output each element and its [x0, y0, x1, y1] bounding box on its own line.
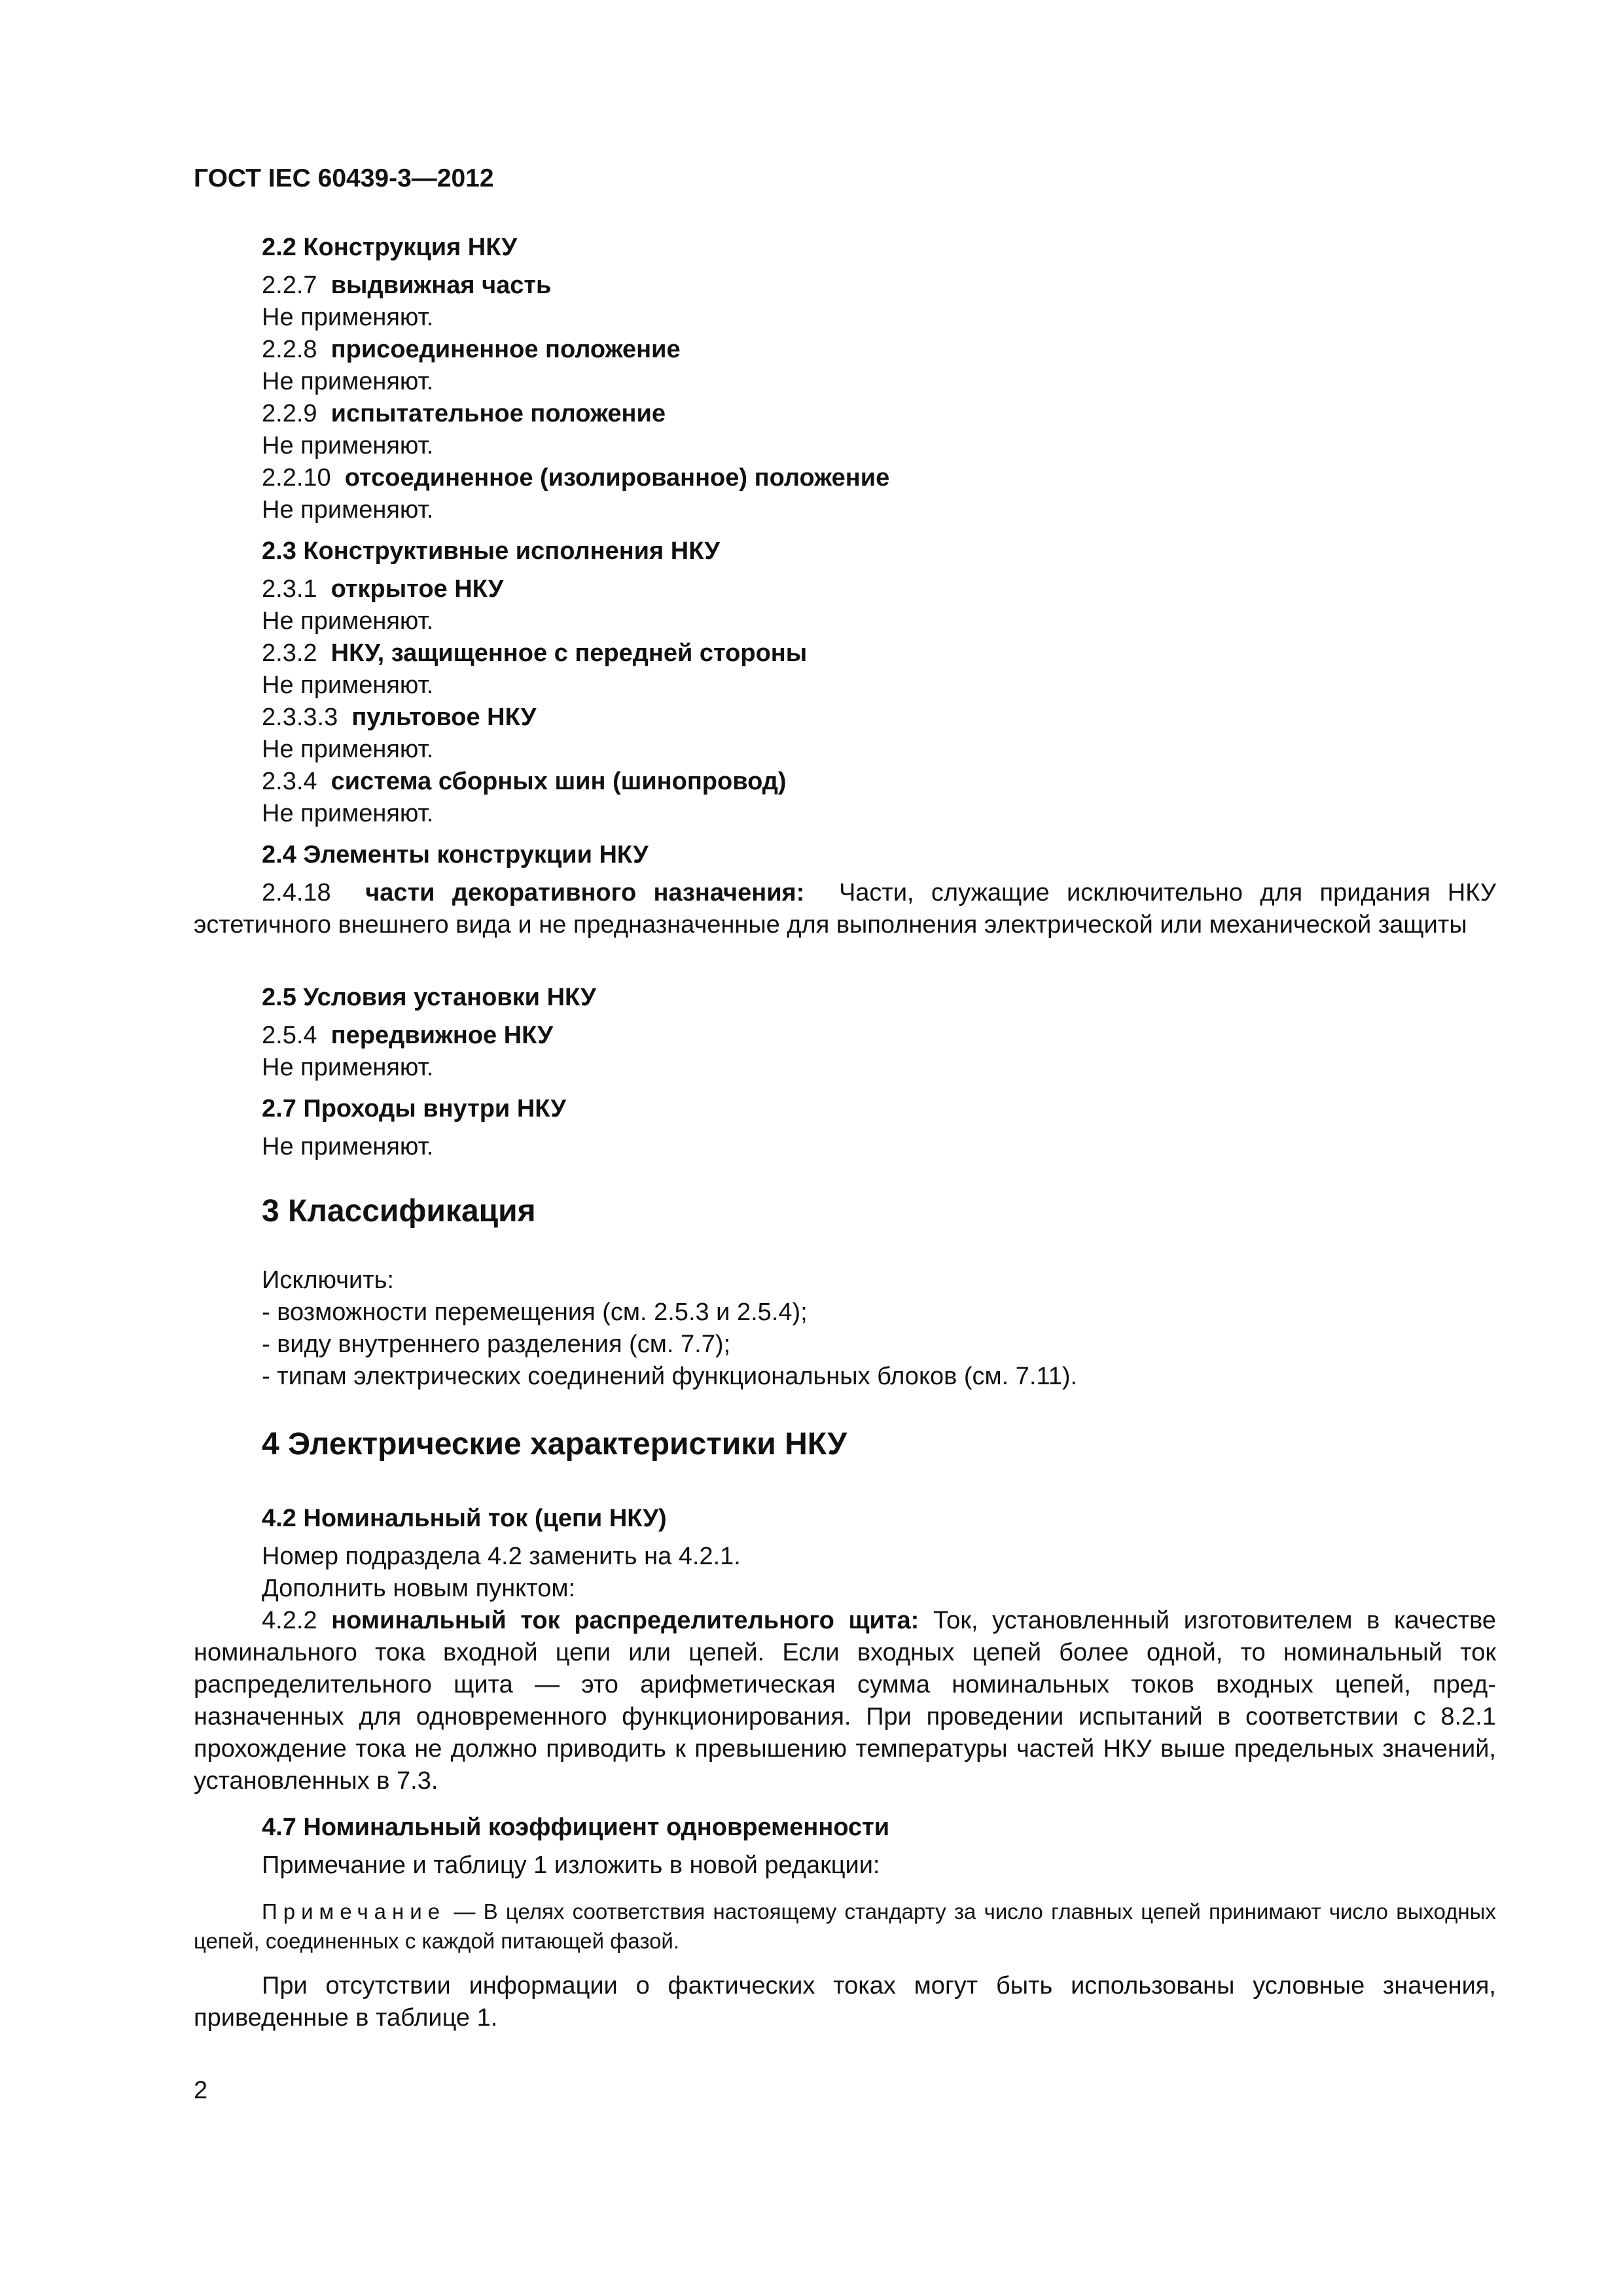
subsection-2-2-title: 2.2 Конструкция НКУ — [262, 234, 518, 261]
not-applied-text: Не применяют. — [262, 1054, 434, 1081]
clause-number: 2.2.9 — [262, 400, 317, 427]
clause-number: 2.5.4 — [262, 1022, 317, 1049]
not-applied-text: Не применяют. — [262, 496, 434, 524]
clause-definition: Ток, установленный изготовителем в качестве номинального тока входной цепи или цепей. Если входных цепей более одной, то номинальный ток распределительного щита — это арифметическая сумма номинальных токов входных цепей, пред-назначенных для одновременного функционирования. При проведении испытаний в соответствии с 8.2.1 прохождение тока не должно приводить к превышению температуры частей НКУ выше предельных значений, установленных в 7.3. — [194, 1607, 1497, 1795]
clause-2-3-2 — [262, 637, 807, 670]
clause-term: НКУ, защищенное с передней стороны — [330, 639, 808, 667]
subsection-2-4-title: 2.4 Элементы конструкции НКУ — [262, 841, 649, 869]
subsection-4-7-line: Примечание и таблицу 1 изложить в новой редакции: — [262, 1852, 880, 1879]
clause-term: отсоединенное (изолированное) положение — [344, 464, 890, 492]
subsection-4-2-line: Дополнить новым пунктом: — [262, 1575, 576, 1602]
not-applied-text: Не применяют. — [262, 607, 434, 635]
clause-2-3-4 — [262, 766, 787, 798]
clause-term: номинальный ток распределительного щита: — [331, 1607, 919, 1634]
clause-term: выдвижная часть — [330, 272, 552, 299]
list-item: - типам электрических соединений функциональных блоков (см. 7.11). — [262, 1363, 1078, 1390]
clause-2-3-1 — [262, 573, 503, 605]
clause-number: 2.3.1 — [262, 575, 317, 603]
note-text: — В целях соответствия настоящему стандарту за число главных цепей принимают число выходных цепей, соединенных с каждой питающей фазой. — [194, 1899, 1496, 1953]
subsection-4-7-title: 4.7 Номинальный коэффициент одновременности — [262, 1814, 890, 1841]
not-applied-text: Не применяют. — [262, 1133, 434, 1160]
clause-term: открытое НКУ — [330, 575, 504, 603]
clause-definition: Части, служащие исключительно для придания НКУ эстетичного внешнего вида и не предназначенные для выполнения электрической или механической защиты — [194, 879, 1496, 939]
document-code-header: ГОСТ IEC 60439-3—2012 — [194, 164, 494, 192]
clause-number: 2.3.4 — [262, 768, 317, 795]
not-applied-text: Не применяют. — [262, 800, 434, 827]
subsection-4-2-title: 4.2 Номинальный ток (цепи НКУ) — [262, 1505, 667, 1532]
clause-number: 2.2.8 — [262, 336, 317, 363]
clause-term: система сборных шин (шинопровод) — [330, 768, 787, 795]
clause-term: присоединенное положение — [330, 336, 681, 363]
paragraph-text: При отсутствии информации о фактических токах могут быть использованы условные значения, приведенные в таблице 1. — [194, 1972, 1496, 2032]
clause-term: испытательное положение — [330, 400, 666, 427]
clause-number: 4.2.2 — [262, 1607, 317, 1634]
clause-term: части декоративного назначения: — [365, 879, 805, 906]
page-number: 2 — [194, 2077, 208, 2104]
clause-number: 2.2.10 — [262, 464, 331, 492]
clause-2-2-8 — [262, 334, 681, 366]
clause-2-2-7 — [262, 270, 551, 302]
not-applied-text: Не применяют. — [262, 736, 434, 763]
note-block — [194, 1897, 1496, 1956]
clause-2-4-18 — [194, 877, 1496, 941]
list-item: - возможности перемещения (см. 2.5.3 и 2.5.4); — [262, 1299, 808, 1326]
clause-2-2-10 — [262, 462, 889, 494]
section-4-title: 4 Электрические характеристики НКУ — [262, 1427, 847, 1462]
not-applied-text: Не применяют. — [262, 368, 434, 395]
list-item: - виду внутреннего разделения (см. 7.7); — [262, 1331, 731, 1358]
clause-4-2-2 — [194, 1605, 1496, 1797]
not-applied-text: Не применяют. — [262, 304, 434, 331]
note-label: Примечание — [262, 1899, 446, 1924]
clause-2-3-3-3 — [262, 702, 536, 734]
clause-number: 2.3.2 — [262, 639, 317, 667]
clause-term: передвижное НКУ — [330, 1022, 553, 1049]
section-3-title: 3 Классификация — [262, 1194, 536, 1229]
subsection-2-3-title: 2.3 Конструктивные исполнения НКУ — [262, 537, 720, 565]
not-applied-text: Не применяют. — [262, 432, 434, 459]
subsection-2-5-title: 2.5 Условия установки НКУ — [262, 984, 596, 1011]
clause-number: 2.4.18 — [262, 879, 331, 906]
section-3-lead: Исключить: — [262, 1266, 394, 1294]
clause-2-2-9 — [262, 398, 666, 430]
not-applied-text: Не применяют. — [262, 672, 434, 699]
clause-term: пультовое НКУ — [351, 704, 537, 731]
paragraph — [194, 1970, 1496, 2034]
clause-number: 2.2.7 — [262, 272, 317, 299]
clause-number: 2.3.3.3 — [262, 704, 338, 731]
subsection-4-2-line: Номер подраздела 4.2 заменить на 4.2.1. — [262, 1543, 741, 1570]
subsection-2-7-title: 2.7 Проходы внутри НКУ — [262, 1095, 567, 1122]
clause-2-5-4 — [262, 1020, 553, 1052]
